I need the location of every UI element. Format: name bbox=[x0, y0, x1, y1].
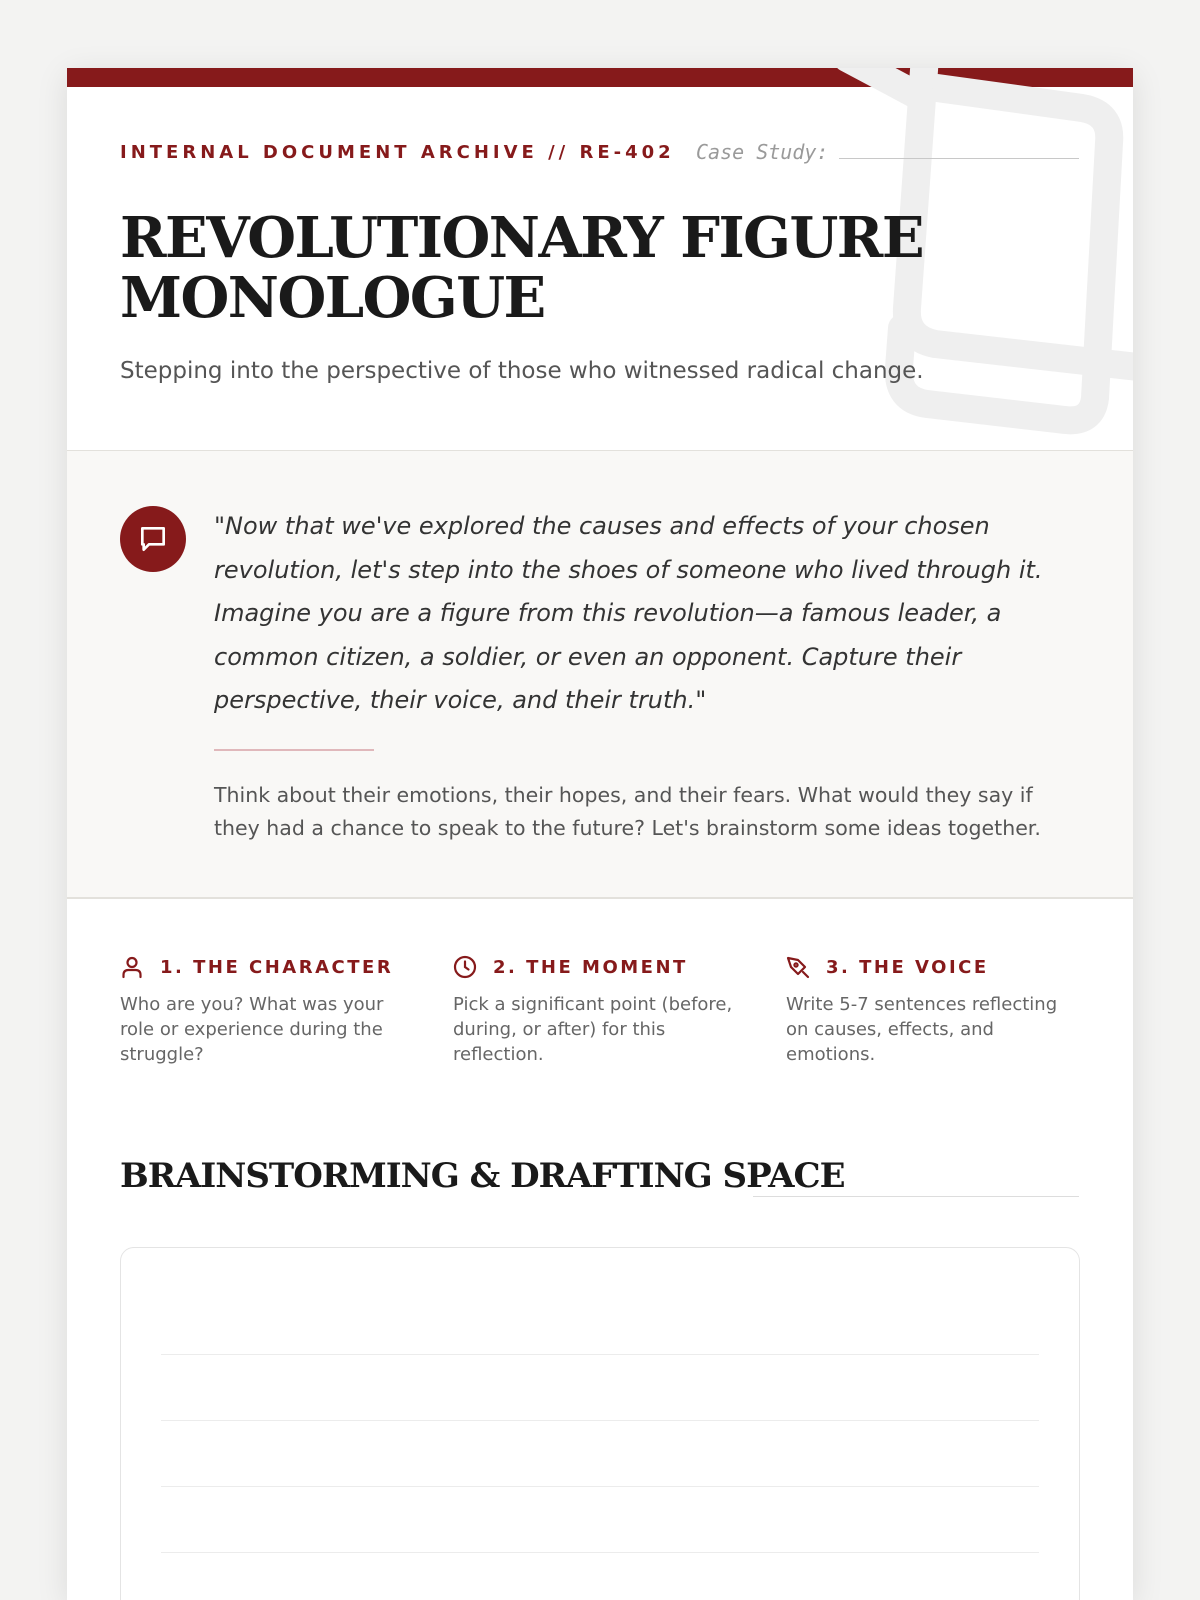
case-study-label: Case Study: bbox=[696, 140, 829, 164]
step-title: 1. THE CHARACTER bbox=[160, 956, 394, 978]
section-divider bbox=[67, 897, 1133, 899]
drafting-space-title: BRAINSTORMING & DRAFTING SPACE bbox=[120, 1156, 845, 1196]
step-title: 3. THE VOICE bbox=[826, 956, 989, 978]
writing-line bbox=[161, 1420, 1039, 1421]
chat-bubble-icon bbox=[120, 506, 186, 572]
prompt-note: Think about their emotions, their hopes, and their fears. What would they say if they had a chance to speak to the future? Let's brainstorm some ideas together. bbox=[214, 783, 1041, 840]
step-character bbox=[120, 952, 410, 1067]
document-sheet bbox=[67, 68, 1133, 1600]
page-title: REVOLUTIONARY FIGURE MONOLOGUE bbox=[120, 205, 924, 331]
step-voice bbox=[786, 952, 1076, 1067]
writing-line bbox=[161, 1552, 1039, 1553]
clock-icon bbox=[453, 955, 477, 979]
quote-divider bbox=[214, 749, 374, 751]
writing-line bbox=[161, 1486, 1039, 1487]
steps-row bbox=[120, 952, 1080, 1082]
step-title: 2. THE MOMENT bbox=[493, 956, 688, 978]
step-moment bbox=[453, 952, 743, 1067]
step-description: Who are you? What was your role or experience during the struggle? bbox=[120, 994, 384, 1065]
writing-line bbox=[161, 1354, 1039, 1355]
prompt-quote: "Now that we've explored the causes and effects of your chosen revolution, let's step into the shoes of someone who lived through it. Imagine you are a figure from this revolution—a famous leader, a common citizen, a soldier, or even an opponent. Capture their perspective, their voice, and their truth." bbox=[214, 512, 1043, 714]
page-subtitle: Stepping into the perspective of those who witnessed radical change. bbox=[120, 358, 924, 384]
step-description: Pick a significant point (before, during, or after) for this reflection. bbox=[453, 994, 733, 1065]
step-description: Write 5-7 sentences reflecting on causes, effects, and emotions. bbox=[786, 994, 1058, 1065]
heading-rule bbox=[753, 1196, 1079, 1197]
pen-nib-icon bbox=[786, 955, 810, 979]
drafting-area[interactable] bbox=[120, 1247, 1080, 1600]
archive-label: INTERNAL DOCUMENT ARCHIVE // RE-402 bbox=[120, 142, 675, 163]
case-study-input-line[interactable] bbox=[839, 158, 1079, 159]
person-icon bbox=[120, 955, 144, 979]
